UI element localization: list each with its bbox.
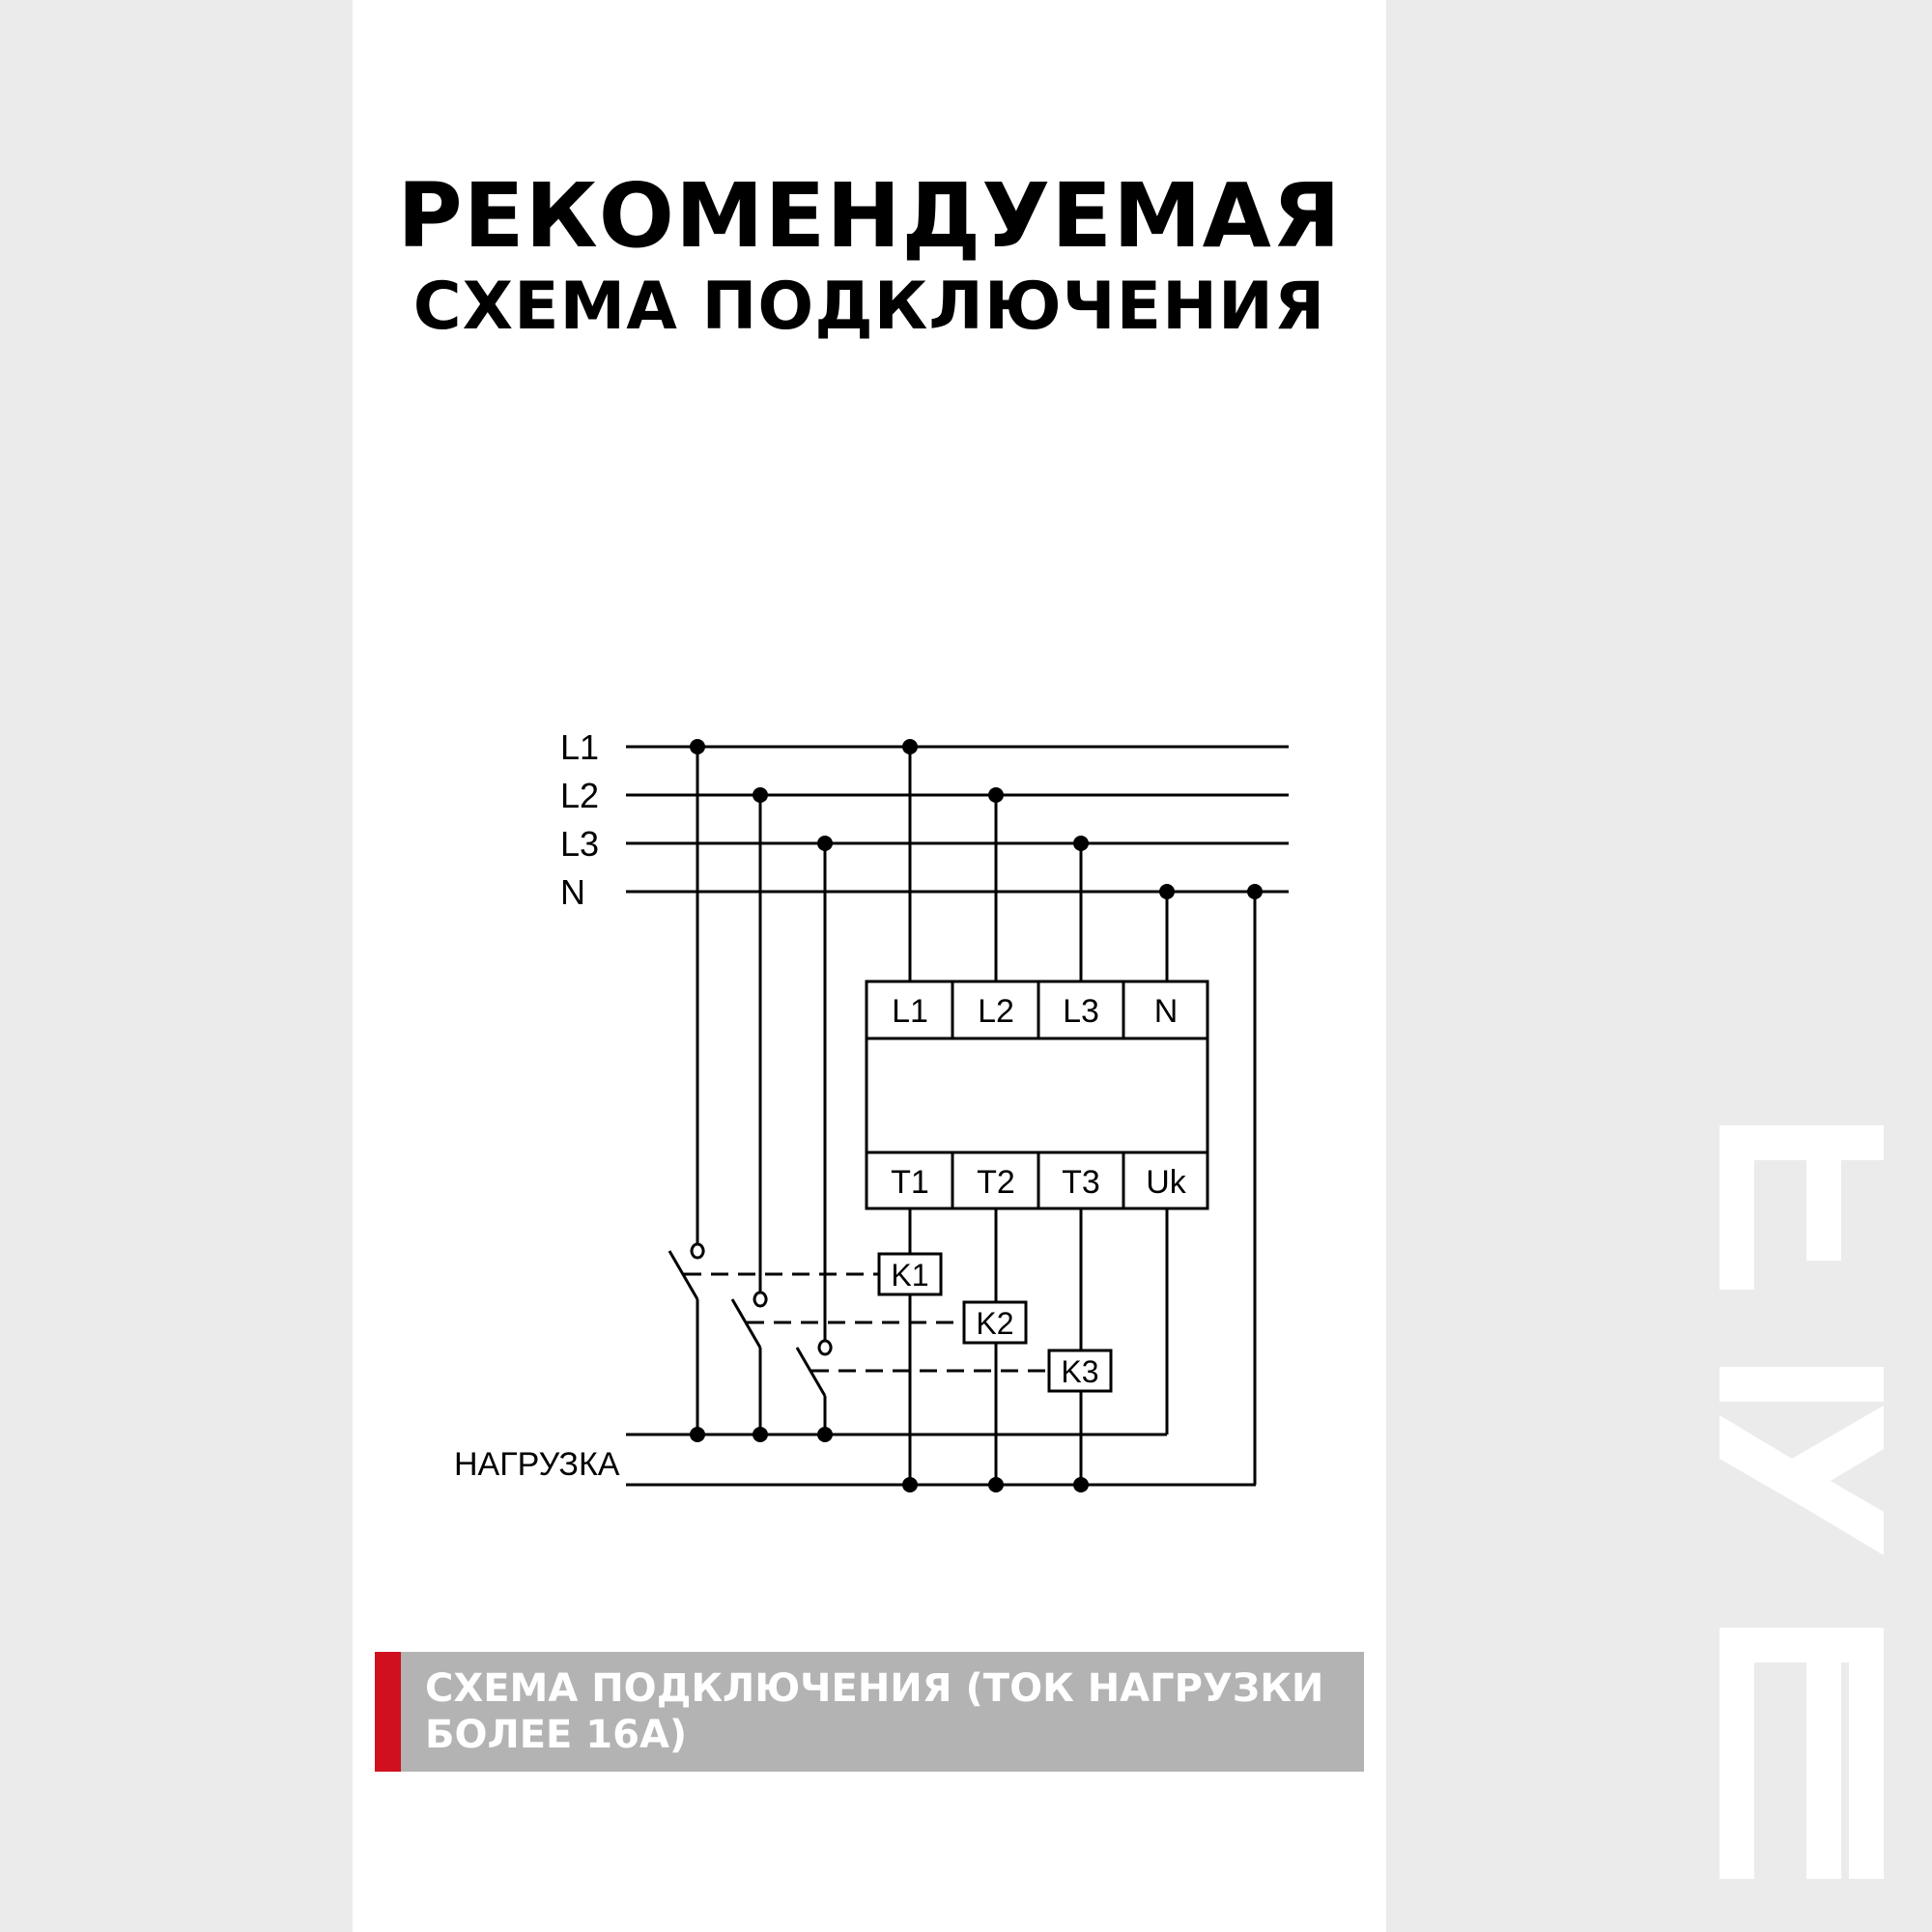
terminal-label-l2: L2 [978, 993, 1014, 1030]
contact-hook-2 [754, 1293, 766, 1306]
junction-dot [1073, 836, 1089, 851]
terminal-label-n: N [1153, 993, 1179, 1030]
coil-label-k3: K3 [1061, 1354, 1099, 1389]
contact-hook-3 [819, 1341, 831, 1354]
junction-dot [753, 1427, 768, 1442]
ekf-logo [1719, 1125, 1884, 1879]
page-subtitle: СХЕМА ПОДКЛЮЧЕНИЯ [412, 269, 1326, 345]
terminal-label-uk: Uk [1146, 1164, 1186, 1201]
terminal-label-t3: T3 [1062, 1164, 1100, 1201]
bus-label-l1: L1 [560, 727, 600, 767]
caption-text: СХЕМА ПОДКЛЮЧЕНИЯ (ТОК НАГРУЗКИ БОЛЕЕ 16А) [425, 1666, 1324, 1757]
caption-banner [375, 1652, 1364, 1772]
coil-label-k1: K1 [891, 1258, 929, 1293]
junction-dot [1073, 1477, 1089, 1492]
bus-label-n: N [560, 872, 585, 912]
bus-label-l2: L2 [560, 776, 600, 815]
coil-label-k2: K2 [976, 1306, 1014, 1341]
junction-dot [1159, 884, 1175, 899]
junction-dot [817, 1427, 833, 1442]
bus-label-l3: L3 [560, 824, 600, 864]
caption-accent-bar [375, 1652, 401, 1772]
contact-hook-1 [692, 1244, 703, 1258]
junction-dot [817, 836, 833, 851]
junction-dot [1247, 884, 1263, 899]
junction-dot [902, 739, 918, 754]
junction-dot [753, 787, 768, 803]
junction-dot [988, 1477, 1004, 1492]
terminal-label-l1: L1 [892, 993, 928, 1030]
junction-dots [690, 739, 1263, 1492]
terminal-label-t1: T1 [891, 1164, 929, 1201]
junction-dot [902, 1477, 918, 1492]
terminal-label-l3: L3 [1063, 993, 1099, 1030]
load-label: НАГРУЗКА [454, 1446, 620, 1483]
junction-dot [690, 739, 705, 754]
junction-dot [690, 1427, 705, 1442]
junction-dot [988, 787, 1004, 803]
page-title: РЕКОМЕНДУЕМАЯ [397, 164, 1342, 268]
terminal-label-t2: T2 [977, 1164, 1015, 1201]
